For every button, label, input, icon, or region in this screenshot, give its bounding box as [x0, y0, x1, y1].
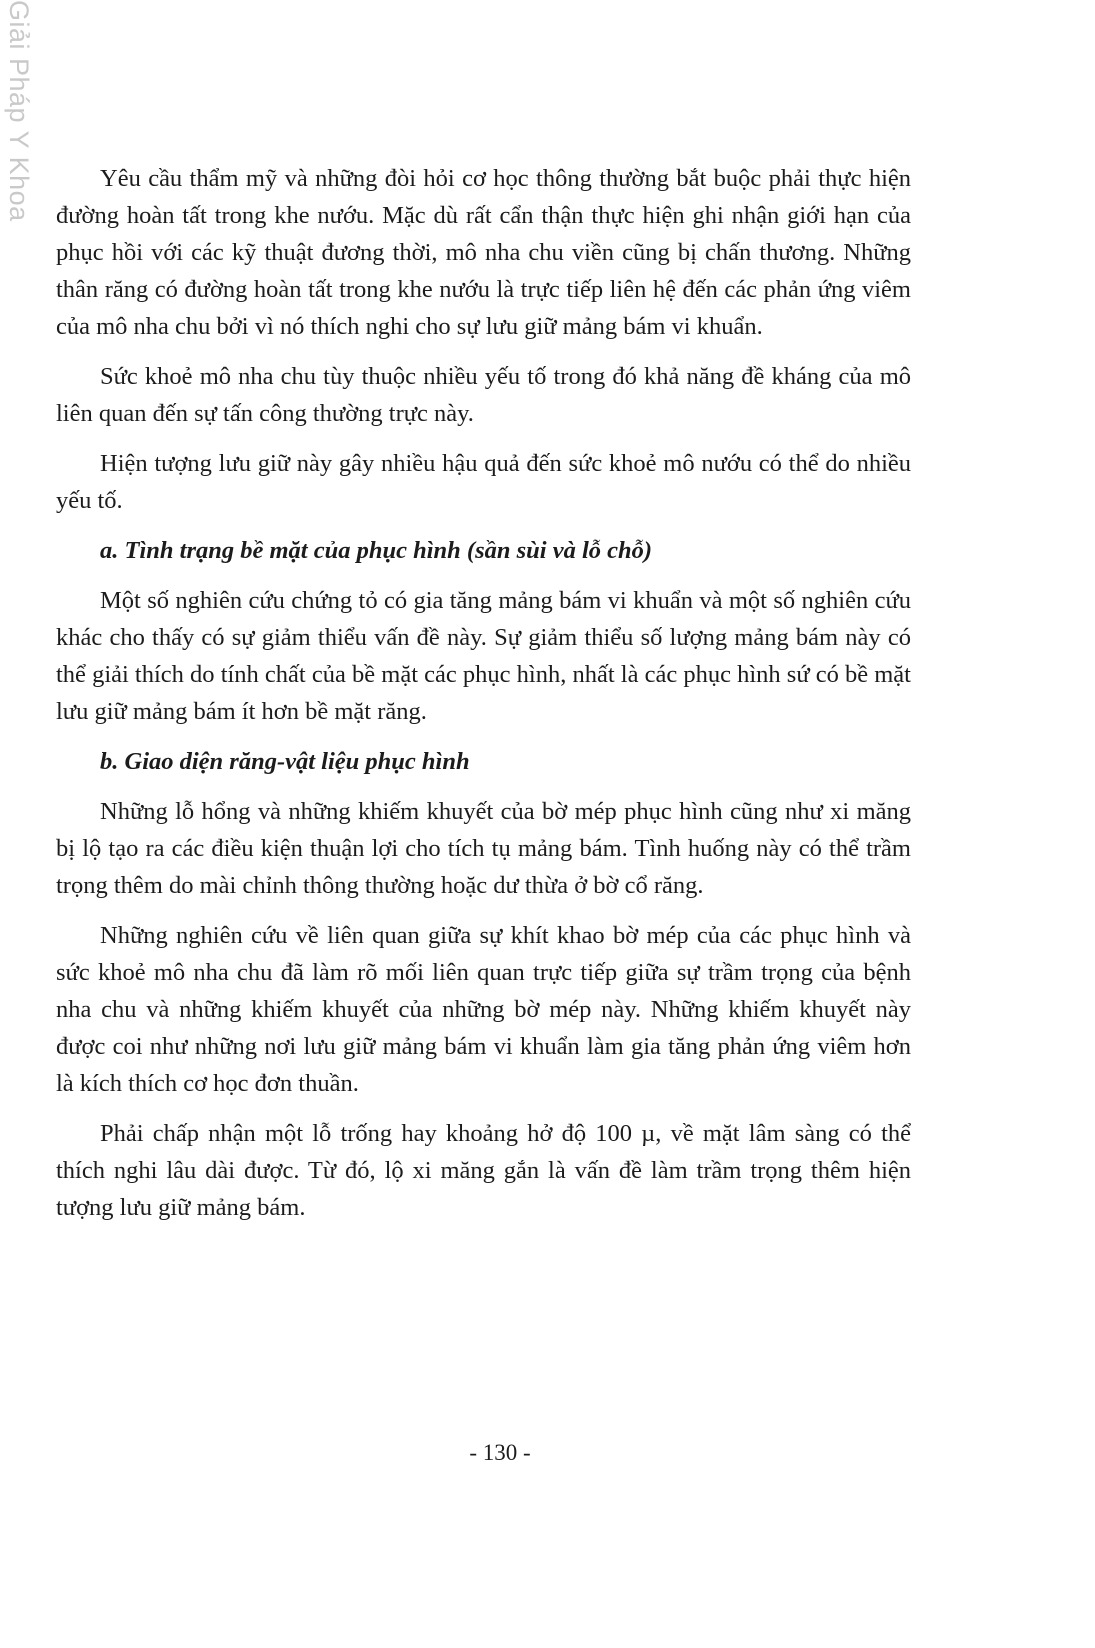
section-heading-b: b. Giao diện răng-vật liệu phục hình	[100, 748, 470, 775]
paragraph: Một số nghiên cứu chứng tỏ có gia tăng mảng bám vi khuẩn và một số nghiên cứu khác cho thấy có sự giảm thiểu vấn đề này. Sự giảm thiểu số lượng mảng bám này có thể giải thích do tính chất của bề mặt các phục hình, nhất là các phục hình sứ có bề mặt lưu giữ mảng bám ít hơn bề mặt răng.	[56, 587, 911, 725]
paragraph: Những nghiên cứu về liên quan giữa sự khít khao bờ mép của các phục hình và sức khoẻ mô nha chu đã làm rõ mối liên quan trực tiếp giữa sự trầm trọng của bệnh nha chu và những khiếm khuyết của những bờ mép này. Những khiếm khuyết này được coi như những nơi lưu giữ mảng bám vi khuẩn làm gia tăng phản ứng viêm hơn là kích thích cơ học đơn thuần.	[56, 922, 911, 1097]
page-number: - 130 -	[469, 1440, 531, 1465]
paragraph: Những lỗ hổng và những khiếm khuyết của bờ mép phục hình cũng như xi măng bị lộ tạo ra các điều kiện thuận lợi cho tích tụ mảng bám. Tình huống này có thể trầm trọng thêm do mài chỉnh thông thường hoặc dư thừa ở bờ cổ răng.	[56, 798, 911, 899]
paragraph: Yêu cầu thẩm mỹ và những đòi hỏi cơ học thông thường bắt buộc phải thực hiện đường hoàn tất trong khe nướu. Mặc dù rất cẩn thận thực hiện ghi nhận giới hạn của phục hồi với các kỹ thuật đương thời, mô nha chu viền cũng bị chấn thương. Những thân răng có đường hoàn tất trong khe nướu là trực tiếp liên hệ đến các phản ứng viêm của mô nha chu bởi vì nó thích nghi cho sự lưu giữ mảng bám vi khuẩn.	[56, 165, 911, 340]
page-body	[56, 160, 911, 1239]
paragraph: Sức khoẻ mô nha chu tùy thuộc nhiều yếu tố trong đó khả năng đề kháng của mô liên quan đến sự tấn công thường trực này.	[56, 363, 911, 427]
paragraph: Hiện tượng lưu giữ này gây nhiều hậu quả đến sức khoẻ mô nướu có thể do nhiều yếu tố.	[56, 450, 911, 514]
section-heading-a: a. Tình trạng bề mặt của phục hình (sần sùi và lỗ chỗ)	[100, 537, 653, 564]
paragraph: Phải chấp nhận một lỗ trống hay khoảng hở độ 100 µ, về mặt lâm sàng có thể thích nghi lâu dài được. Từ đó, lộ xi măng gắn là vấn đề làm trầm trọng thêm hiện tượng lưu giữ mảng bám.	[56, 1120, 911, 1221]
watermark: Giải Pháp Y Khoa	[4, 0, 34, 222]
